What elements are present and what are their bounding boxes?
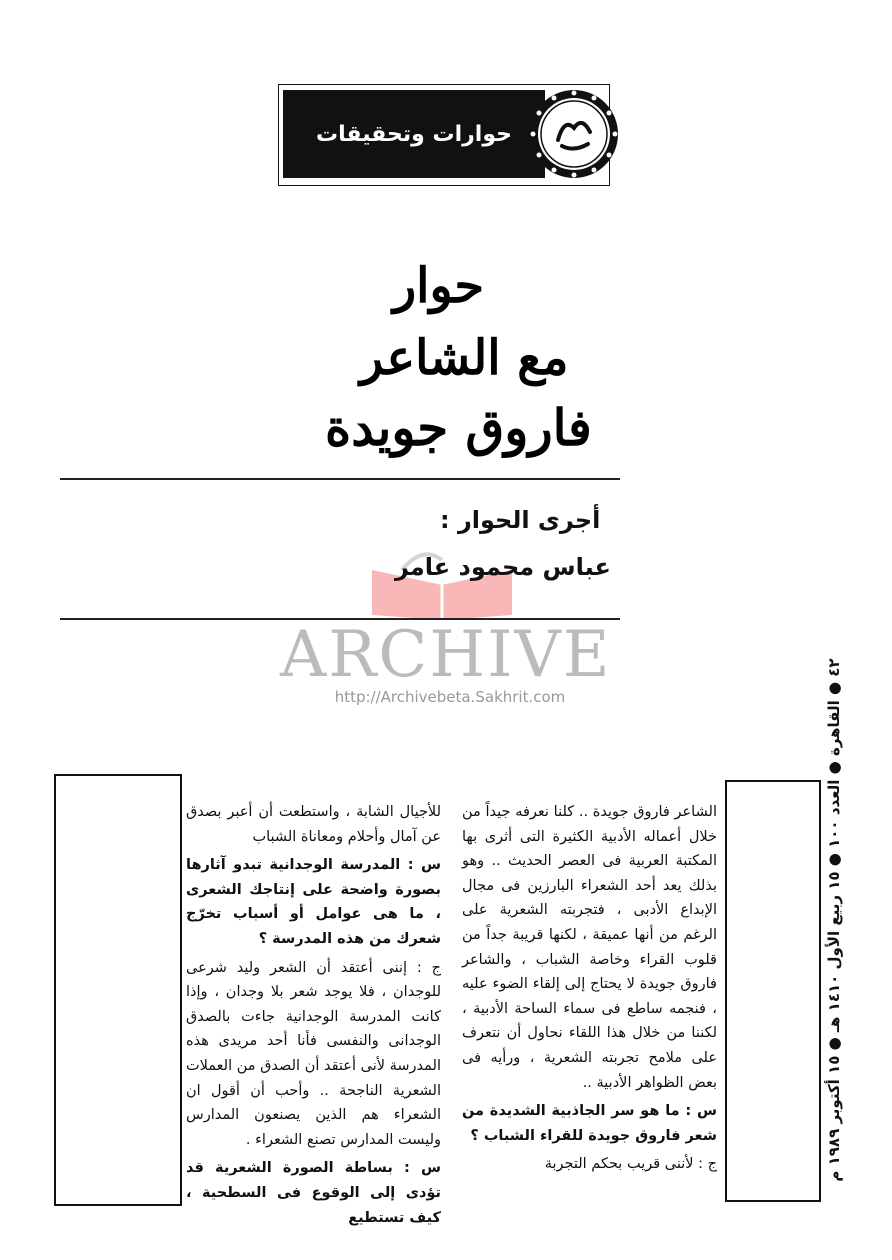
empty-box-left: [54, 774, 182, 1206]
question-3: س : بساطة الصورة الشعرية قد تؤدى إلى الوقوع فى السطحية ، كيف تستطيع: [186, 1160, 441, 1226]
question-2: س : المدرسة الوجدانية تبدو آثارها بصورة واضحة على إنتاجك الشعرى ، ما هى عوامل أو أسباب تخرّج شعرك من هذه المدرسة ؟: [186, 857, 441, 947]
title-line-2: مع الشاعر: [360, 330, 569, 386]
column-left: [186, 800, 441, 1234]
magazine-logo-icon: [528, 88, 620, 180]
title-line-1: حوار: [393, 258, 484, 314]
answer-1: ج : لأننى قريب بحكم التجربة: [544, 1156, 717, 1173]
empty-box-right: [725, 780, 821, 1202]
byline-name: عباس محمود عامر: [395, 553, 611, 581]
watermark-url: http://Archivebeta.Sakhrit.com: [334, 688, 566, 706]
section-label: حوارات وتحقيقات: [316, 121, 512, 147]
column-right: [462, 800, 717, 1181]
watermark-text: ARCHIVE: [280, 618, 612, 692]
margin-text: ٤٢ ● القاهرة ● العدد ١٠٠ ● ١٥ ربيع الأول ١٤١٠ هـ ● ١٥ أكتوبر ١٩٨٩ م: [825, 658, 843, 1182]
byline-label: أجرى الحوار :: [440, 506, 601, 534]
answer-2: ج : إننى أعتقد أن الشعر وليد شرعى للوجدان ، فلا يوجد شعر بلا وجدان ، وإذا كانت المدرسة الوجدانية جاءت بالصدق الوجدانى والنفسى فأنا أحد مريدى هذه المدرسة لأنى أعتقد أن الصدق من العملات الشعرية الناجحة .. وأحب أن أقول ان الشعراء هم الذين يصنعون المدارس وليست المدارس تصنع الشعراء .: [186, 959, 441, 1148]
section-label-box: [283, 90, 545, 178]
title-line-3: فاروق جويدة: [325, 398, 592, 457]
intro-paragraph: الشاعر فاروق جويدة .. كلنا نعرفه جيداً من خلال أعماله الأدبية الكثيرة التى أثرى بها المكتبة العربية فى العصر الحديث .. وهو بذلك يعد أحد الشعراء البارزين فى مجال الإبداع الأدبى ، فتجربته الشعرية على الرغم من أنها عميقة ، لكنها قريبة جداً من قلوب القراء وخاصة الشباب ، والشاعر فاروق جويدة لا يحتاج إلى إلقاء الضوء عليه ، فنجمه ساطع فى سماء الساحة الأدبية ، لكننا من خلال هذا اللقاء نحاول أن نتعرف على ملامح تجربته الشعرية ، ورأيه فى بعض الظواهر الأدبية ..: [462, 804, 717, 1091]
divider-top: [60, 478, 620, 480]
answer-1-continued: للأجيال الشابة ، واستطعت أن أعبر بصدق عن آمال وأحلام ومعاناة الشباب: [186, 804, 441, 845]
question-1: س : ما هو سر الجاذبية الشديدة من شعر فاروق جويدة للقراء الشباب ؟: [462, 1103, 717, 1144]
